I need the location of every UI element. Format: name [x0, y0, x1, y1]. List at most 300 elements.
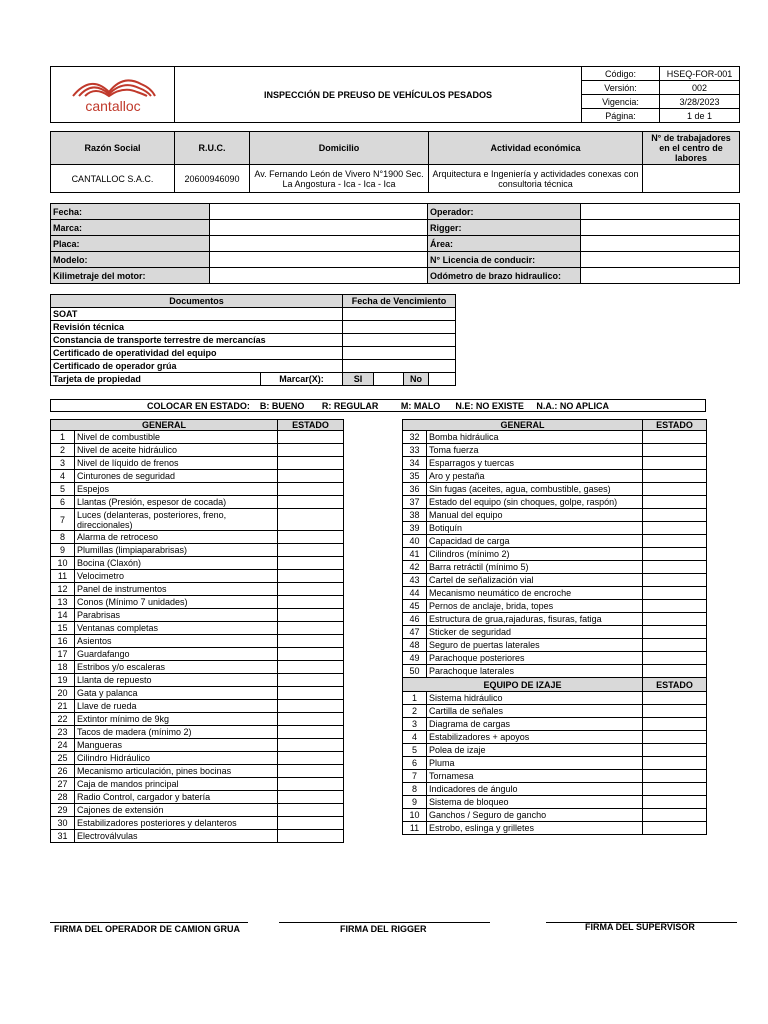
estado-field[interactable] — [278, 457, 344, 470]
checklist-row — [51, 457, 344, 470]
checklist-right — [402, 419, 707, 835]
info-table — [50, 203, 740, 284]
estado-field[interactable] — [643, 626, 707, 639]
company-header: Razón Social — [51, 132, 175, 165]
estado-field[interactable] — [278, 791, 344, 804]
company-header: Domicilio — [250, 132, 429, 165]
operador-field[interactable] — [581, 204, 740, 220]
rigger-signature-label: FIRMA DEL RIGGER — [340, 924, 427, 934]
item-number: 48 — [403, 639, 427, 652]
estado-legend: COLOCAR EN ESTADO: B: BUENO R: REGULAR M: MALO N.E: NO EXISTE N.A.: NO APLICA — [51, 400, 706, 412]
item-number: 45 — [403, 600, 427, 613]
estado-field[interactable] — [278, 713, 344, 726]
document-date-field[interactable] — [343, 360, 456, 373]
checklist-row — [403, 535, 707, 548]
item-label: Capacidad de carga — [427, 535, 643, 548]
checklist-row — [51, 726, 344, 739]
item-number: 28 — [51, 791, 75, 804]
item-number: 1 — [51, 431, 75, 444]
item-number: 24 — [51, 739, 75, 752]
item-label: Aro y pestaña — [427, 470, 643, 483]
estado-field[interactable] — [278, 622, 344, 635]
estado-field[interactable] — [643, 613, 707, 626]
modelo-field[interactable] — [210, 252, 428, 268]
item-number: 11 — [51, 570, 75, 583]
item-label: Bomba hidráulica — [427, 431, 643, 444]
estado-field[interactable] — [643, 770, 707, 783]
estado-field[interactable] — [643, 470, 707, 483]
logo-cell — [51, 67, 175, 123]
estado-field[interactable] — [278, 687, 344, 700]
ruc-value: 20600946090 — [175, 165, 250, 193]
no-checkbox[interactable] — [429, 373, 456, 386]
checklist-row — [51, 531, 344, 544]
item-number: 38 — [403, 509, 427, 522]
item-number: 21 — [51, 700, 75, 713]
info-label: Operador: — [428, 204, 581, 220]
item-label: Pernos de anclaje, brida, topes — [427, 600, 643, 613]
estado-field[interactable] — [278, 496, 344, 509]
item-number: 22 — [51, 713, 75, 726]
estado-field[interactable] — [278, 570, 344, 583]
estado-field[interactable] — [278, 483, 344, 496]
item-label: Panel de instrumentos — [75, 583, 278, 596]
estado-field[interactable] — [643, 639, 707, 652]
rigger-signature-line[interactable] — [279, 922, 490, 923]
estado-field[interactable] — [643, 483, 707, 496]
checklist-row — [51, 674, 344, 687]
item-label: Sin fugas (aceites, agua, combustible, gases) — [427, 483, 643, 496]
info-label: Placa: — [51, 236, 210, 252]
estado-field[interactable] — [643, 574, 707, 587]
checklist-row — [403, 757, 707, 770]
estado-field[interactable] — [278, 830, 344, 843]
item-number: 7 — [51, 509, 75, 531]
item-label: Cajones de extensión — [75, 804, 278, 817]
item-label: Cilindro Hidráulico — [75, 752, 278, 765]
item-label: Diagrama de cargas — [427, 718, 643, 731]
checklist-row — [403, 783, 707, 796]
licencia-field[interactable] — [581, 252, 740, 268]
checklist-row — [403, 470, 707, 483]
checklist-row — [403, 509, 707, 522]
checklist-row — [51, 804, 344, 817]
checklist-row — [51, 765, 344, 778]
checklist-left — [50, 419, 344, 843]
item-number: 19 — [51, 674, 75, 687]
estado-field[interactable] — [278, 648, 344, 661]
checklist-row — [51, 557, 344, 570]
checklist-row — [51, 817, 344, 830]
info-label: Área: — [428, 236, 581, 252]
item-label: Botiquín — [427, 522, 643, 535]
estado-field[interactable] — [278, 609, 344, 622]
item-label: Llave de rueda — [75, 700, 278, 713]
item-label: Velocimetro — [75, 570, 278, 583]
codigo-label: Código: — [582, 67, 660, 81]
checklist-row — [403, 705, 707, 718]
item-label: Gata y palanca — [75, 687, 278, 700]
estado-field[interactable] — [278, 583, 344, 596]
estado-field[interactable] — [643, 548, 707, 561]
checklist-row — [403, 731, 707, 744]
documentos-header: Documentos — [51, 295, 343, 308]
item-number: 9 — [403, 796, 427, 809]
item-number: 9 — [51, 544, 75, 557]
operador-signature-line[interactable] — [50, 922, 248, 923]
item-label: Mecanismo neumático de encroche — [427, 587, 643, 600]
checklist-row — [403, 665, 707, 678]
estado-field[interactable] — [643, 665, 707, 678]
checklist-row — [51, 648, 344, 661]
checklist-row — [51, 570, 344, 583]
estado-field[interactable] — [643, 692, 707, 705]
checklist-row — [51, 713, 344, 726]
item-label: Sistema de bloqueo — [427, 796, 643, 809]
estado-field[interactable] — [643, 561, 707, 574]
item-label: Barra retráctil (mínimo 5) — [427, 561, 643, 574]
info-label: Rigger: — [428, 220, 581, 236]
estado-field[interactable] — [278, 726, 344, 739]
item-number: 17 — [51, 648, 75, 661]
estado-field[interactable] — [643, 731, 707, 744]
estado-field[interactable] — [643, 783, 707, 796]
info-label: Marca: — [51, 220, 210, 236]
estado-field[interactable] — [643, 796, 707, 809]
legend-table — [50, 399, 706, 412]
version-label: Versión: — [582, 81, 660, 95]
checklist-row — [403, 574, 707, 587]
document-item: Certificado de operatividad del equipo — [51, 347, 343, 360]
checklist-row — [403, 744, 707, 757]
estado-field[interactable] — [278, 752, 344, 765]
estado-field[interactable] — [278, 509, 344, 531]
item-number: 39 — [403, 522, 427, 535]
item-number: 3 — [403, 718, 427, 731]
info-label: Kilimetraje del motor: — [51, 268, 210, 284]
si-label: SI — [343, 373, 374, 386]
document-date-field[interactable] — [343, 321, 456, 334]
item-number: 46 — [403, 613, 427, 626]
checklist-row — [51, 444, 344, 457]
item-label: Polea de izaje — [427, 744, 643, 757]
item-number: 3 — [51, 457, 75, 470]
checklist-row — [51, 700, 344, 713]
estado-field[interactable] — [278, 557, 344, 570]
estado-field[interactable] — [643, 522, 707, 535]
item-number: 30 — [51, 817, 75, 830]
item-label: Llantas (Presión, espesor de cocada) — [75, 496, 278, 509]
checklist-row — [403, 652, 707, 665]
logo-text: cantalloc — [84, 97, 141, 114]
estado-field[interactable] — [643, 496, 707, 509]
item-number: 49 — [403, 652, 427, 665]
estado-field[interactable] — [643, 757, 707, 770]
checklist-row — [51, 635, 344, 648]
fecha-vencimiento-header: Fecha de Vencimiento — [343, 295, 456, 308]
document-item: SOAT — [51, 308, 343, 321]
item-label: Estribos y/o escaleras — [75, 661, 278, 674]
estado-field[interactable] — [278, 596, 344, 609]
estado-field[interactable] — [278, 431, 344, 444]
item-label: Mangueras — [75, 739, 278, 752]
razon-social-value: CANTALLOC S.A.C. — [51, 165, 175, 193]
general-header: GENERAL — [403, 420, 643, 431]
checklist-row — [403, 718, 707, 731]
checklist-row — [403, 431, 707, 444]
estado-field[interactable] — [643, 444, 707, 457]
item-label: Extintor mínimo de 9kg — [75, 713, 278, 726]
item-number: 26 — [51, 765, 75, 778]
item-number: 20 — [51, 687, 75, 700]
checklist-row — [403, 770, 707, 783]
estado-field[interactable] — [278, 765, 344, 778]
item-number: 40 — [403, 535, 427, 548]
rigger-field[interactable] — [581, 220, 740, 236]
estado-field[interactable] — [643, 600, 707, 613]
document-date-field[interactable] — [343, 334, 456, 347]
item-label: Cartilla de señales — [427, 705, 643, 718]
item-label: Bocina (Claxón) — [75, 557, 278, 570]
item-label: Tacos de madera (mínimo 2) — [75, 726, 278, 739]
item-label: Estructura de grua,rajaduras, fisuras, fatiga — [427, 613, 643, 626]
checklist-row — [403, 561, 707, 574]
checklist-row — [403, 444, 707, 457]
estado-field[interactable] — [278, 817, 344, 830]
item-label: Conos (Mínimo 7 unidades) — [75, 596, 278, 609]
checklist-row — [51, 583, 344, 596]
fecha-field[interactable] — [210, 204, 428, 220]
item-label: Ganchos / Seguro de gancho — [427, 809, 643, 822]
cantalloc-logo-icon — [63, 72, 163, 116]
estado-header: ESTADO — [278, 420, 344, 431]
item-number: 1 — [403, 692, 427, 705]
form-title: INSPECCIÓN DE PREUSO DE VEHÍCULOS PESADOS — [175, 67, 582, 123]
checklist-row — [403, 639, 707, 652]
item-number: 4 — [51, 470, 75, 483]
item-number: 10 — [403, 809, 427, 822]
item-number: 42 — [403, 561, 427, 574]
item-number: 5 — [403, 744, 427, 757]
item-number: 36 — [403, 483, 427, 496]
item-number: 47 — [403, 626, 427, 639]
item-number: 6 — [403, 757, 427, 770]
item-number: 31 — [51, 830, 75, 843]
item-number: 50 — [403, 665, 427, 678]
estado-field[interactable] — [643, 431, 707, 444]
estado-field[interactable] — [278, 661, 344, 674]
item-label: Guardafango — [75, 648, 278, 661]
document-item: Constancia de transporte terrestre de mercancías — [51, 334, 343, 347]
item-number: 41 — [403, 548, 427, 561]
operador-signature-label: FIRMA DEL OPERADOR DE CAMION GRUA — [54, 924, 241, 934]
checklist-row — [403, 496, 707, 509]
pagina-label: Página: — [582, 109, 660, 123]
document-date-field[interactable] — [343, 347, 456, 360]
vigencia-label: Vigencia: — [582, 95, 660, 109]
estado-field[interactable] — [278, 635, 344, 648]
checklist-row — [403, 457, 707, 470]
estado-field[interactable] — [278, 544, 344, 557]
item-label: Caja de mandos principal — [75, 778, 278, 791]
checklist-row — [51, 791, 344, 804]
estado-field[interactable] — [278, 444, 344, 457]
item-label: Nivel de combustible — [75, 431, 278, 444]
estado-field[interactable] — [643, 652, 707, 665]
item-label: Estabilizadores + apoyos — [427, 731, 643, 744]
checklist-row — [51, 778, 344, 791]
item-label: Parabrisas — [75, 609, 278, 622]
document-date-field[interactable] — [343, 308, 456, 321]
supervisor-signature-label: FIRMA DEL SUPERVISOR — [585, 922, 695, 932]
item-label: Estado del equipo (sin choques, golpe, raspón) — [427, 496, 643, 509]
checklist-row — [51, 496, 344, 509]
info-label: Fecha: — [51, 204, 210, 220]
marcar-label: Marcar(X): — [261, 373, 343, 386]
placa-field[interactable] — [210, 236, 428, 252]
item-label: Tornamesa — [427, 770, 643, 783]
estado-field[interactable] — [278, 700, 344, 713]
info-label: Modelo: — [51, 252, 210, 268]
item-number: 23 — [51, 726, 75, 739]
item-number: 15 — [51, 622, 75, 635]
actividad-value: Arquitectura e Ingeniería y actividades conexas con consultoria técnica — [429, 165, 643, 193]
item-number: 8 — [51, 531, 75, 544]
general-header: GENERAL — [51, 420, 278, 431]
documents-table — [50, 294, 456, 386]
company-header: R.U.C. — [175, 132, 250, 165]
company-header: N° de trabajadores en el centro de labores — [643, 132, 740, 165]
item-label: Manual del equipo — [427, 509, 643, 522]
info-label: Odómetro de brazo hidraulico: — [428, 268, 581, 284]
marca-field[interactable] — [210, 220, 428, 236]
checklist-row — [51, 622, 344, 635]
item-number: 18 — [51, 661, 75, 674]
codigo-value: HSEQ-FOR-001 — [660, 67, 740, 81]
item-label: Estabilizadores posteriores y delanteros — [75, 817, 278, 830]
document-item: Certificado de operador grúa — [51, 360, 343, 373]
item-label: Sticker de seguridad — [427, 626, 643, 639]
checklist-row — [51, 470, 344, 483]
item-label: Parachoque laterales — [427, 665, 643, 678]
item-label: Nivel de líquido de frenos — [75, 457, 278, 470]
checklist-row — [403, 809, 707, 822]
document-item: Tarjeta de propiedad — [51, 373, 261, 386]
checklist-row — [403, 483, 707, 496]
item-label: Luces (delanteras, posteriores, freno, direccionales) — [75, 509, 278, 531]
estado-field[interactable] — [643, 809, 707, 822]
odometro-field[interactable] — [581, 268, 740, 284]
estado-field[interactable] — [643, 822, 707, 835]
si-checkbox[interactable] — [374, 373, 404, 386]
estado-field[interactable] — [643, 718, 707, 731]
estado-field[interactable] — [643, 509, 707, 522]
checklist-row — [51, 830, 344, 843]
estado-field[interactable] — [643, 587, 707, 600]
item-label: Pluma — [427, 757, 643, 770]
item-number: 10 — [51, 557, 75, 570]
estado-field[interactable] — [643, 535, 707, 548]
item-label: Toma fuerza — [427, 444, 643, 457]
checklist-row — [403, 613, 707, 626]
kilometraje-field[interactable] — [210, 268, 428, 284]
checklist-row — [51, 431, 344, 444]
item-label: Llanta de repuesto — [75, 674, 278, 687]
equipo-izaje-header: EQUIPO DE IZAJE — [403, 678, 643, 692]
item-label: Mecanismo articulación, pines bocinas — [75, 765, 278, 778]
trabajadores-value[interactable] — [643, 165, 740, 193]
item-number: 16 — [51, 635, 75, 648]
estado-field[interactable] — [643, 744, 707, 757]
checklist-row — [51, 544, 344, 557]
item-number: 2 — [51, 444, 75, 457]
estado-field[interactable] — [278, 778, 344, 791]
item-number: 11 — [403, 822, 427, 835]
checklist-row — [403, 822, 707, 835]
no-label: No — [404, 373, 429, 386]
item-label: Ventanas completas — [75, 622, 278, 635]
item-label: Estrobo, eslinga y grilletes — [427, 822, 643, 835]
item-number: 33 — [403, 444, 427, 457]
item-number: 25 — [51, 752, 75, 765]
item-number: 8 — [403, 783, 427, 796]
vigencia-value: 3/28/2023 — [660, 95, 740, 109]
item-label: Cartel de señalización vial — [427, 574, 643, 587]
item-label: Indicadores de ángulo — [427, 783, 643, 796]
company-table — [50, 131, 740, 193]
item-number: 12 — [51, 583, 75, 596]
checklist-row — [403, 626, 707, 639]
estado-field[interactable] — [278, 674, 344, 687]
item-number: 29 — [51, 804, 75, 817]
estado-field[interactable] — [643, 457, 707, 470]
item-label: Alarma de retroceso — [75, 531, 278, 544]
checklist-row — [51, 609, 344, 622]
area-field[interactable] — [581, 236, 740, 252]
checklist-row — [403, 548, 707, 561]
checklist-row — [403, 796, 707, 809]
checklist-row — [403, 600, 707, 613]
item-label: Plumillas (limpiaparabrisas) — [75, 544, 278, 557]
estado-field[interactable] — [278, 531, 344, 544]
checklist-row — [403, 692, 707, 705]
item-number: 44 — [403, 587, 427, 600]
estado-field[interactable] — [278, 739, 344, 752]
item-number: 14 — [51, 609, 75, 622]
item-label: Nivel de aceite hidráulico — [75, 444, 278, 457]
item-number: 13 — [51, 596, 75, 609]
item-number: 43 — [403, 574, 427, 587]
domicilio-value: Av. Fernando León de Vivero N°1900 Sec. La Angostura - Ica - Ica - Ica — [250, 165, 429, 193]
estado-field[interactable] — [278, 804, 344, 817]
estado-field[interactable] — [278, 470, 344, 483]
checklist-row — [51, 661, 344, 674]
document-item: Revisión técnica — [51, 321, 343, 334]
item-number: 4 — [403, 731, 427, 744]
checklist-row — [51, 752, 344, 765]
version-value: 002 — [660, 81, 740, 95]
checklist-row — [51, 687, 344, 700]
item-label: Electroválvulas — [75, 830, 278, 843]
checklist-row — [403, 587, 707, 600]
checklist-row — [51, 483, 344, 496]
item-number: 5 — [51, 483, 75, 496]
item-label: Cilindros (mínimo 2) — [427, 548, 643, 561]
item-label: Seguro de puertas laterales — [427, 639, 643, 652]
item-label: Cinturones de seguridad — [75, 470, 278, 483]
item-label: Sistema hidráulico — [427, 692, 643, 705]
estado-field[interactable] — [643, 705, 707, 718]
